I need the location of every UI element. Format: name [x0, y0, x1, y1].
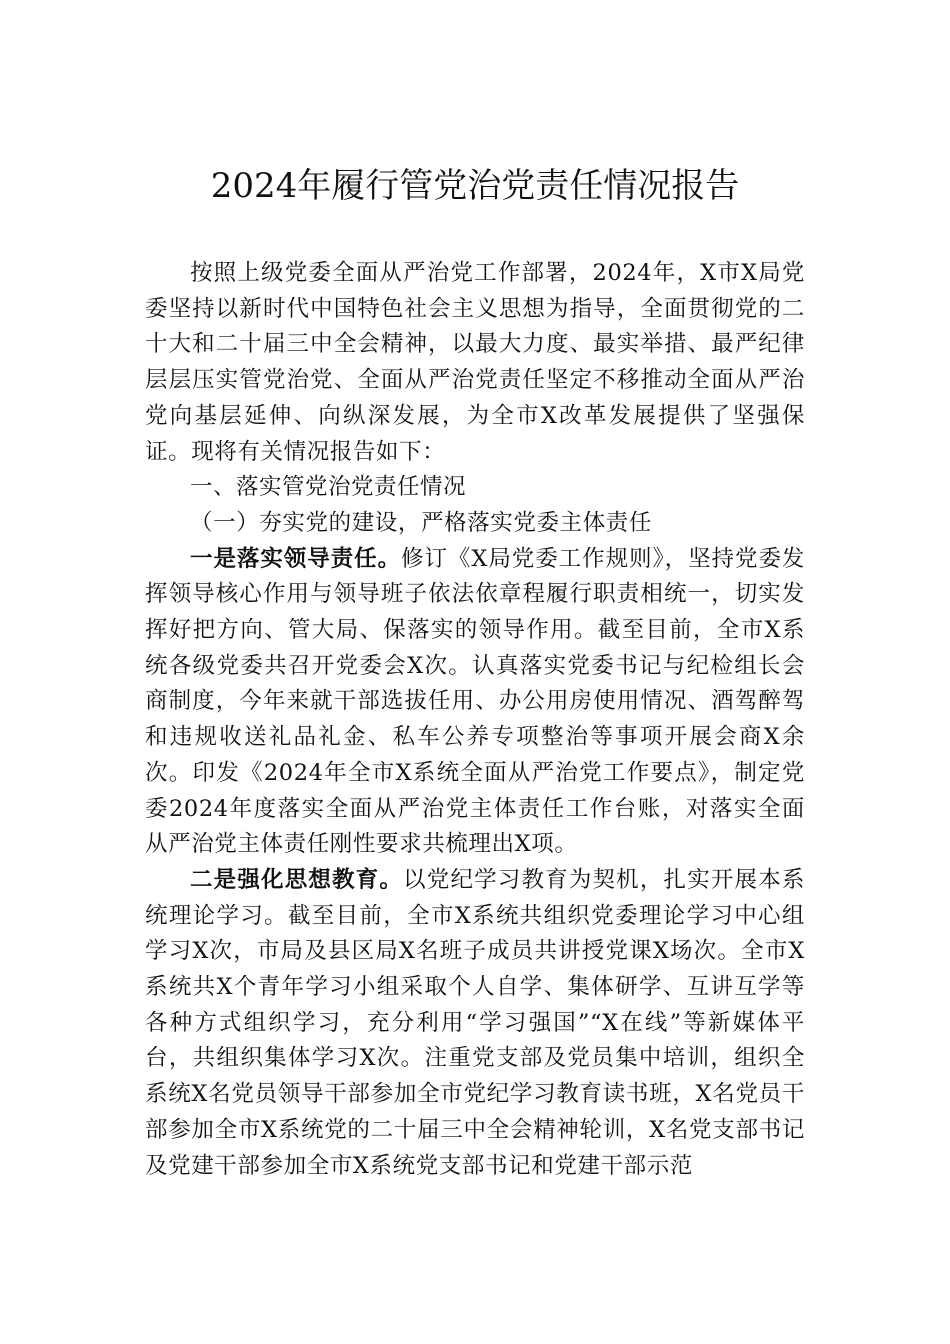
subsection-heading-1: （一）夯实党的建设，严格落实党委主体责任: [190, 509, 653, 536]
document-title: 2024年履行管党治党责任情况报告: [210, 166, 740, 206]
item1-paragraph: [145, 542, 805, 863]
item2-paragraph: [145, 863, 805, 1184]
intro-paragraph: 按照上级党委全面从严治党工作部署，2024年，X市X局党委坚持以新时代中国特色社会主义思想为指导，全面贯彻党的二十大和二十届三中全会精神，以最大力度、最实举措、最严纪律层层压实管党治党、全面从严治党责任坚定不移推动全面从严治党向基层延伸、向纵深发展，为全市X改革发展提供了坚强保证。现将有关情况报告如下：: [145, 260, 805, 465]
item2-text: 以党纪学习教育为契机，扎实开展本系统理论学习。截至目前，全市X系统共组织党委理论学习中心组学习X次，市局及县区局X名班子成员共讲授党课X场次。全市X系统共X个青年学习小组采取个人自学、集体研学、互讲互学等各种方式组织学习，充分利用“学习强国”“X在线”等新媒体平台，共组织集体学习X次。注重党支部及党员集中培训，组织全系统X名党员领导干部参加全市党纪学习教育读书班，X名党员干部参加全市X系统党的二十届三中全会精神轮训，X名党支部书记及党建干部参加全市X系统党支部书记和党建干部示范: [145, 866, 806, 1179]
item2-lead: 二是强化思想教育。: [190, 866, 404, 893]
item1-lead: 一是落实领导责任。: [190, 545, 402, 572]
section-heading-1: 一、落实管党治党责任情况: [190, 474, 467, 501]
item1-text: 修订《X局党委工作规则》，坚持党委发挥领导核心作用与领导班子依法依章程履行职责相统一，切实发挥好把方向、管大局、保落实的领导作用。截至目前，全市X系统各级党委共召开党委会X次。认真落实党委书记与纪检组长会商制度，今年来就干部选拔任用、办公用房使用情况、酒驾醉驾和违规收送礼品礼金、私车公养专项整治等事项开展会商X余次。印发《2024年全市X系统全面从严治党工作要点》，制定党委2024年度落实全面从严治党主体责任工作台账，对落实全面从严治党主体责任刚性要求共梳理出X项。: [145, 545, 805, 858]
document-body: [145, 256, 805, 1184]
